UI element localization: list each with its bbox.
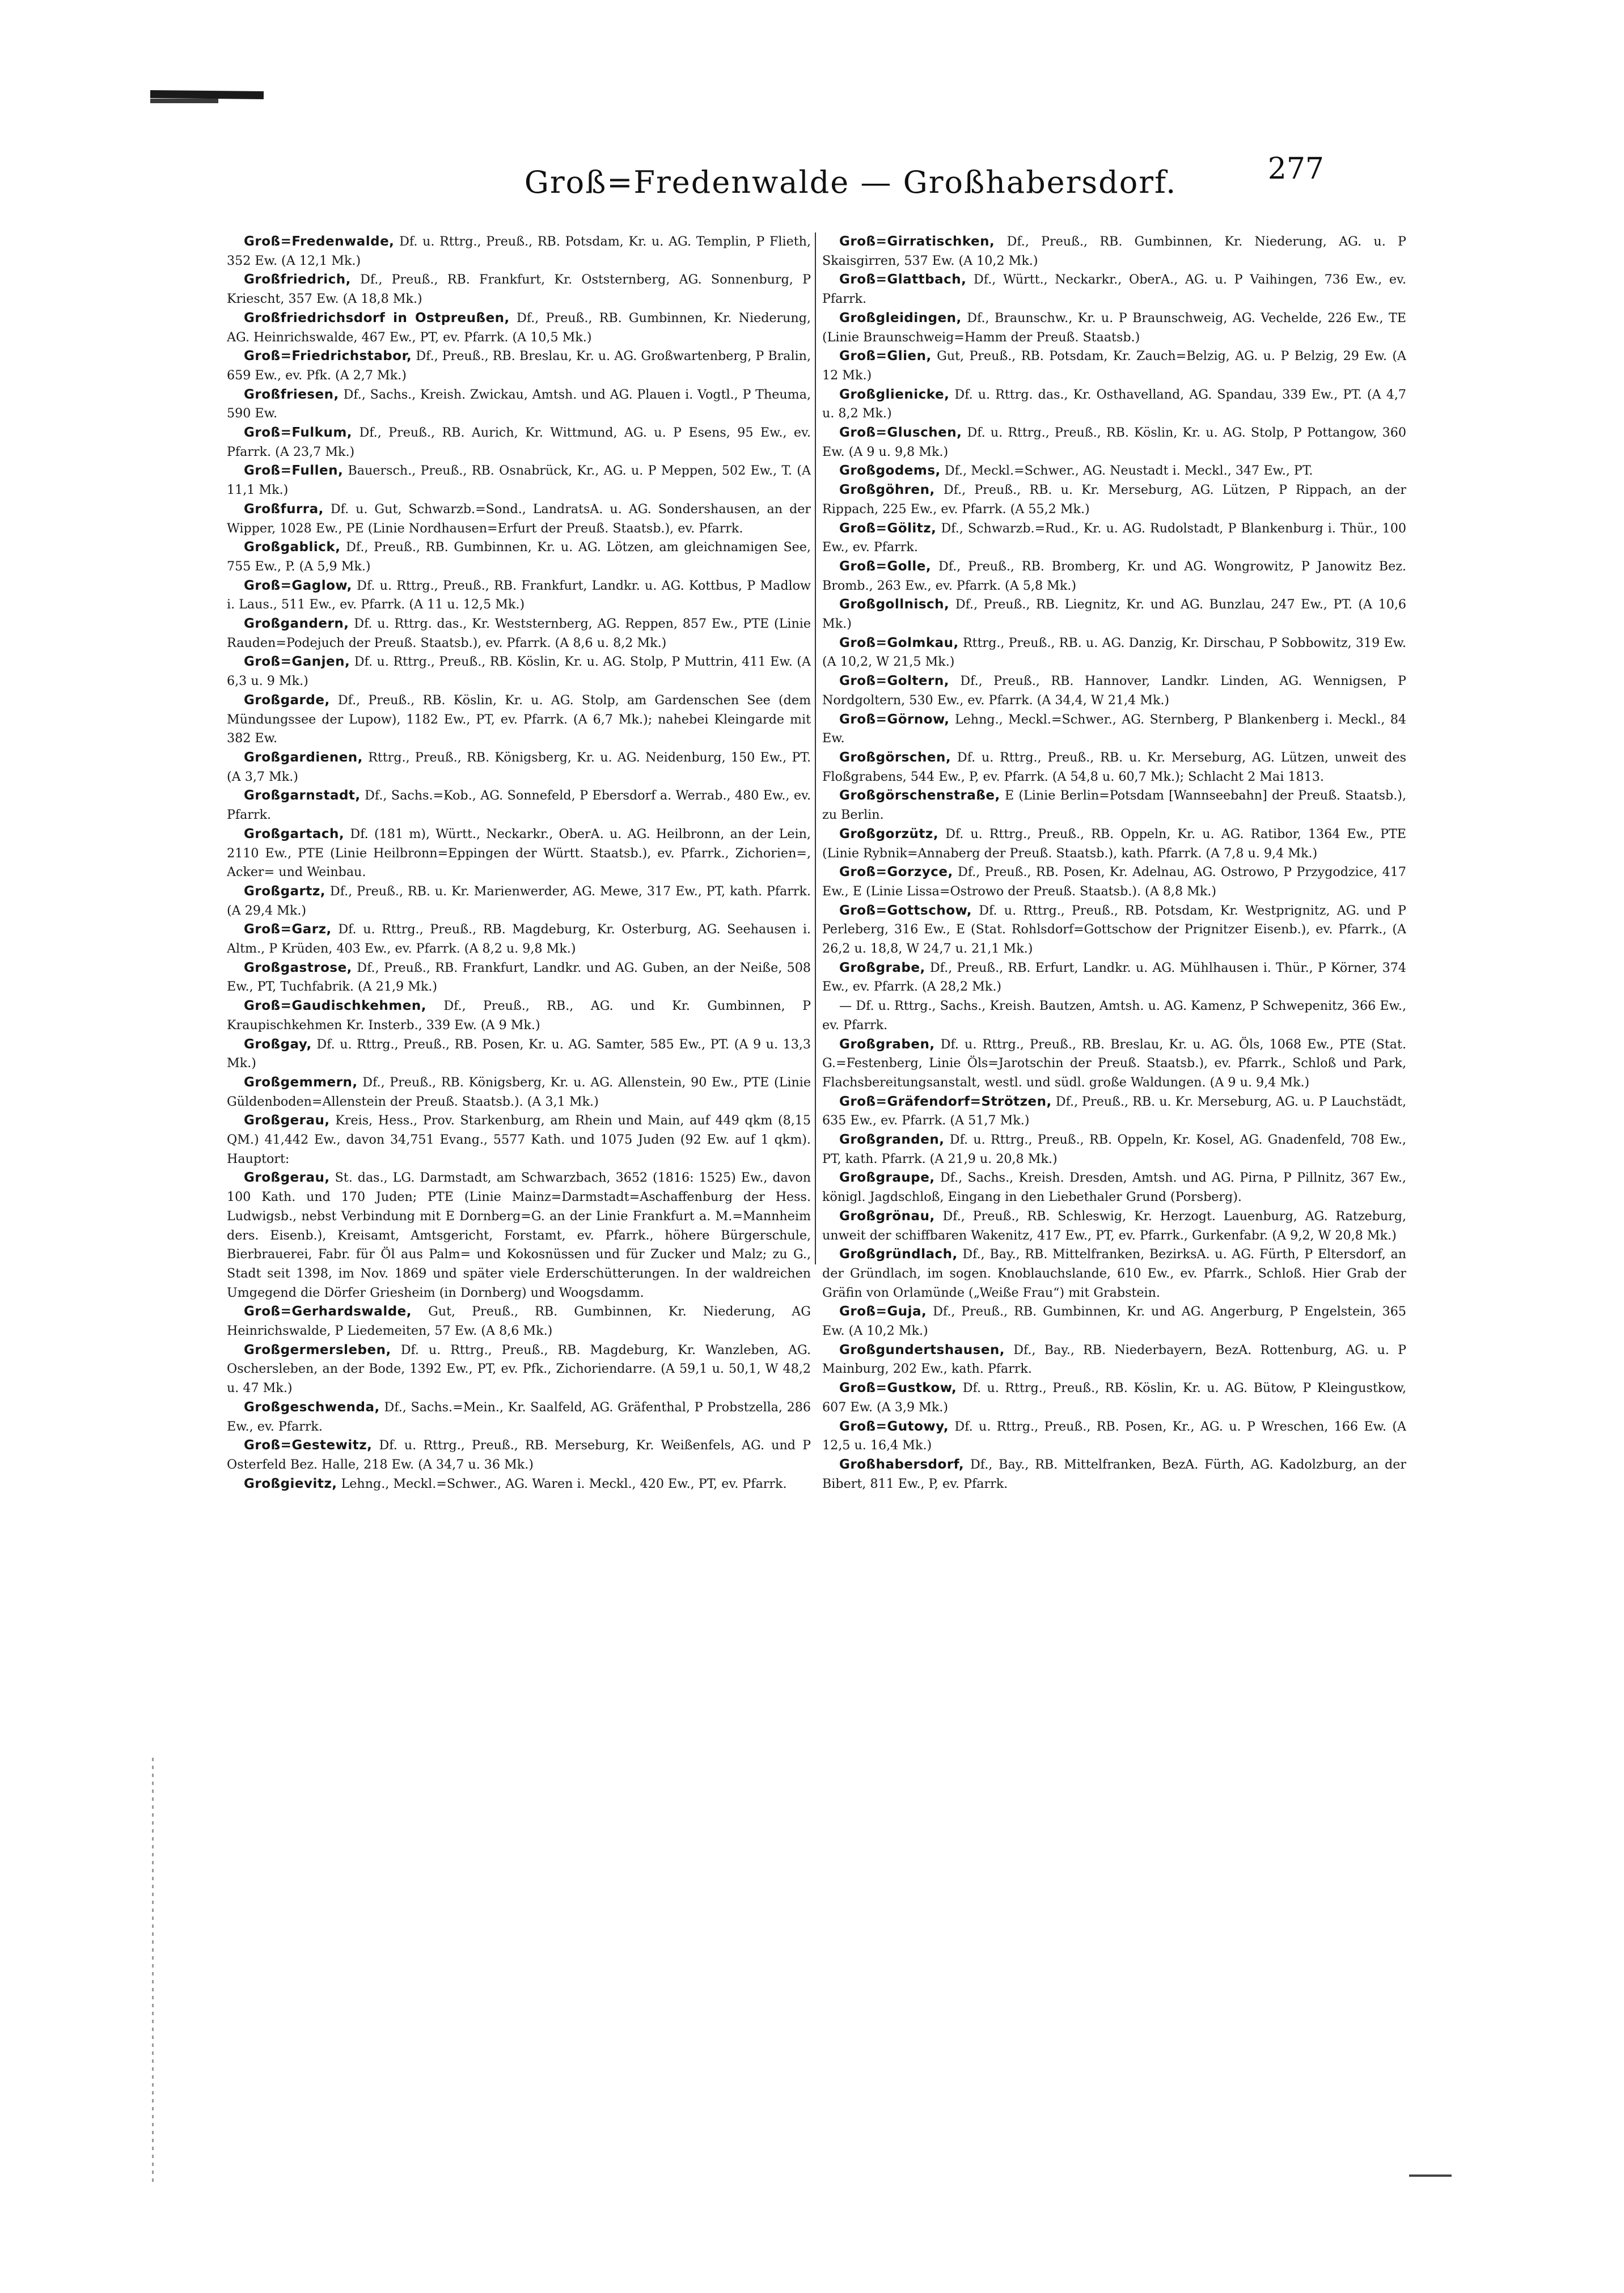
entry-text: Rttrg., Preuß., RB. Königsberg, Kr. u. AG. Neidenburg, 150 Ew., PT. (A 3,7 Mk.) — [227, 750, 811, 784]
gazetteer-entry — [227, 882, 811, 920]
scan-artifact-bar-lower — [150, 99, 218, 103]
entry-headword: Großgrabe, — [839, 960, 925, 975]
gazetteer-entry — [822, 232, 1406, 270]
gazetteer-entry — [227, 1475, 811, 1494]
entry-text: Df., Preuß., RB. Erfurt, Landkr. u. AG. Mühlhausen i. Thür., P Körner, 374 Ew., ev. Pfarrk. (A 28,2 Mk.) — [822, 960, 1406, 995]
right-column — [822, 232, 1406, 2177]
entry-text: Df., Preuß., RB. Köslin, Kr. u. AG. Stolp, am Gardenschen See (dem Mündungssee der Lupow), 1182 Ew., PT, ev. Pfarrk. (A 6,7 Mk.); nahebei Kleingarde mit 382 Ew. — [227, 692, 811, 746]
gazetteer-entry — [822, 462, 1406, 481]
entry-headword: Großgundertshausen, — [839, 1342, 1005, 1357]
entry-text: Df., Preuß., RB. Liegnitz, Kr. und AG. Bunzlau, 247 Ew., PT. (A 10,6 Mk.) — [822, 597, 1406, 632]
entry-headword: Großhabersdorf, — [839, 1457, 965, 1472]
entry-headword: Groß=Friedrichstabor, — [244, 349, 412, 364]
entry-text: Df., Württ., Neckarkr., OberA., AG. u. P Vaihingen, 736 Ew., ev. Pfarrk. — [822, 272, 1406, 307]
left-column — [227, 232, 811, 2177]
entry-headword: Groß=Gustkow, — [839, 1381, 957, 1396]
entry-headword: Großgorzütz, — [839, 826, 939, 841]
gazetteer-entry — [822, 1093, 1406, 1131]
gazetteer-entry — [822, 1131, 1406, 1169]
gazetteer-entry — [822, 557, 1406, 595]
entry-headword: Großfriedrichsdorf in Ostpreußen, — [244, 310, 510, 325]
gazetteer-entry — [227, 691, 811, 748]
entry-headword: Großgerau, — [244, 1113, 330, 1128]
gazetteer-entry — [822, 309, 1406, 347]
entry-text: Rttrg., Preuß., RB. u. AG. Danzig, Kr. Dirschau, P Sobbowitz, 319 Ew. (A 10,2, W 21,5 Mk.) — [822, 635, 1406, 670]
entry-text: Df., Preuß., RB. Bromberg, Kr. und AG. Wongrowitz, P Janowitz Bez. Bromb., 263 Ew., ev. Pfarrk. (A 5,8 Mk.) — [822, 559, 1406, 593]
entry-text: Df., Preuß., RB. Breslau, Kr. u. AG. Großwartenberg, P Bralin, 659 Ew., ev. Pfk. (A 2,7 Mk.) — [227, 349, 811, 383]
running-head: Groß=Fredenwalde — Großhabersdorf. — [524, 164, 1177, 200]
entry-text: Df., Bay., RB. Mittelfranken, BezirksA. u. AG. Fürth, P Eltersdorf, an der Gründlach, im sogen. Knoblauchslande, 610 Ew., ev. Pfarrk., Schloß. Hier Grab der Gräfin von Orlamünde („Weiße Frau“) mit Grabstein. — [822, 1247, 1406, 1300]
entry-headword: Groß=Fulkum, — [244, 425, 353, 441]
entry-text: Lehng., Meckl.=Schwer., AG. Waren i. Meckl., 420 Ew., PT, ev. Pfarrk. — [337, 1476, 787, 1491]
entry-headword: Groß=Golle, — [839, 559, 932, 574]
entry-headword: Großgartach, — [244, 826, 345, 841]
entry-text: Df., Preuß., RB. Aurich, Kr. Wittmund, AG. u. P Esens, 95 Ew., ev. Pfarrk. (A 23,7 Mk.) — [227, 425, 811, 459]
entry-headword: Groß=Glien, — [839, 349, 932, 364]
entry-text: Df., Preuß., RB. Schleswig, Kr. Herzogt. Lauenburg, AG. Ratzeburg, unweit der schiffbaren Wakenitz, 417 Ew., PT, ev. Pfarrk., Gurkenfabr. (A 9,2, W 20,8 Mk.) — [822, 1208, 1406, 1243]
entry-text: Df., Preuß., RB. Frankfurt, Landkr. und AG. Guben, an der Neiße, 508 Ew., PT, Tuchfabrik. (A 21,9 Mk.) — [227, 960, 811, 995]
entry-text: Df., Preuß., RB. Gumbinnen, Kr. u. AG. Lötzen, am gleichnamigen See, 755 Ew., P. (A 5,9 Mk.) — [227, 540, 811, 574]
entry-headword: Großgörschen, — [839, 750, 951, 765]
entry-text: Df. u. Rttrg., Preuß., RB. Magdeburg, Kr. Osterburg, AG. Seehausen i. Altm., P Krüden, 403 Ew., ev. Pfarrk. (A 8,2 u. 9,8 Mk.) — [227, 922, 811, 957]
entry-headword: Großgleidingen, — [839, 310, 962, 325]
entry-headword: Groß=Golmkau, — [839, 635, 959, 650]
entry-headword: Groß=Gaglow, — [244, 578, 352, 593]
entry-text: Df., Preuß., RB. Hannover, Landkr. Linden, AG. Wennigsen, P Nordgoltern, 530 Ew., ev. Pfarrk. (A 34,4, W 21,4 Mk.) — [822, 674, 1406, 708]
gazetteer-entry — [227, 920, 811, 958]
gazetteer-entry — [822, 825, 1406, 863]
entry-text: E (Linie Berlin=Potsdam [Wannseebahn] der Preuß. Staatsb.), zu Berlin. — [822, 788, 1406, 823]
entry-text: Gut, Preuß., RB. Gumbinnen, Kr. Niederung, AG Heinrichswalde, P Liedemeiten, 57 Ew. (A 8,6 Mk.) — [227, 1304, 811, 1339]
entry-headword: Groß=Gottschow, — [839, 903, 972, 918]
entry-headword: Groß=Görnow, — [839, 712, 950, 727]
gazetteer-entry — [822, 1302, 1406, 1340]
entry-text: Df., Preuß., RB. Gumbinnen, Kr. Niederung, AG. Heinrichswalde, 467 Ew., PT, ev. Pfarrk. (A 10,5 Mk.) — [227, 310, 811, 345]
entry-text: Df., Preuß., RB. Gumbinnen, Kr. Niederung, AG. u. P Skaisgirren, 537 Ew. (A 10,2 Mk.) — [822, 234, 1406, 268]
entry-headword: Groß=Glattbach, — [839, 272, 967, 287]
scan-artifact-bar — [150, 90, 264, 99]
entry-text: Df., Sachs.=Mein., Kr. Saalfeld, AG. Gräfenthal, P Probstzella, 286 Ew., ev. Pfarrk. — [227, 1399, 811, 1434]
entry-text: Gut, Preuß., RB. Potsdam, Kr. Zauch=Belzig, AG. u. P Belzig, 29 Ew. (A 12 Mk.) — [822, 349, 1406, 383]
gazetteer-entry — [822, 347, 1406, 385]
entry-headword: Großgardienen, — [244, 750, 363, 765]
entry-text: Df. u. Rttrg. das., Kr. Osthavelland, AG. Spandau, 339 Ew., PT. (A 4,7 u. 8,2 Mk.) — [822, 387, 1406, 421]
gazetteer-entry — [822, 270, 1406, 308]
entry-text: Df. u. Rttrg., Preuß., RB. u. Kr. Merseburg, AG. Lützen, unweit des Floßgrabens, 544 Ew., P, ev. Pfarrk. (A 54,8 u. 60,7 Mk.); Schlacht 2 Mai 1813. — [822, 750, 1406, 784]
entry-headword: Groß=Fredenwalde, — [244, 234, 395, 249]
gazetteer-entry — [227, 653, 811, 691]
gazetteer-entry — [227, 309, 811, 347]
entry-text: Lehng., Meckl.=Schwer., AG. Sternberg, P Blankenberg i. Meckl., 84 Ew. — [822, 712, 1406, 746]
entry-headword: Großgranden, — [839, 1132, 945, 1148]
gazetteer-entry — [227, 997, 811, 1035]
entry-text: Df. u. Rttrg., Preuß., RB. Köslin, Kr. u. AG. Stolp, P Muttrin, 411 Ew. (A 6,3 u. 9 Mk.) — [227, 654, 811, 689]
gazetteer-entry — [822, 1456, 1406, 1494]
entry-text: Df., Preuß., RB. u. Kr. Merseburg, AG. Lützen, P Rippach, an der Rippach, 225 Ew., ev. Pfarrk. (A 55,2 Mk.) — [822, 483, 1406, 517]
gazetteer-entry — [227, 748, 811, 786]
gazetteer-entry — [227, 1341, 811, 1398]
gazetteer-entry — [822, 424, 1406, 462]
entry-text: Df., Preuß., RB. Gumbinnen, Kr. und AG. Angerburg, P Engelstein, 365 Ew. (A 10,2 Mk.) — [822, 1304, 1406, 1339]
gazetteer-entry — [227, 1398, 811, 1436]
entry-text: Df., Bay., RB. Mittelfranken, BezA. Fürth, AG. Kadolzburg, an der Bibert, 811 Ew., P, ev. Pfarrk. — [822, 1457, 1406, 1491]
gazetteer-entry — [822, 1035, 1406, 1093]
gazetteer-entry — [822, 634, 1406, 672]
gazetteer-entry — [822, 481, 1406, 519]
entry-text: Df. u. Rttrg., Preuß., RB. Merseburg, Kr. Weißenfels, AG. und P Osterfeld Bez. Halle, 218 Ew. (A 34,7 u. 36 Mk.) — [227, 1438, 811, 1472]
gazetteer-entry — [822, 863, 1406, 901]
entry-text: Df. u. Rttrg., Preuß., RB. Frankfurt, Landkr. u. AG. Kottbus, P Madlow i. Laus., 511 Ew., ev. Pfarrk. (A 11 u. 12,5 Mk.) — [227, 578, 811, 612]
entry-headword: Großfriesen, — [244, 387, 339, 402]
entry-text: Bauersch., Preuß., RB. Osnabrück, Kr., AG. u. P Meppen, 502 Ew., T. (A 11,1 Mk.) — [227, 463, 811, 498]
gazetteer-entry — [227, 1302, 811, 1340]
entry-headword: Groß=Guja, — [839, 1304, 927, 1319]
gazetteer-entry — [822, 1379, 1406, 1417]
entry-headword: Groß=Ganjen, — [244, 654, 350, 670]
entry-headword: Großgeschwenda, — [244, 1399, 380, 1415]
entry-text: Df. u. Rttrg., Preuß., RB. Potsdam, Kr. Westprignitz, AG. und P Perleberg, 316 Ew., E (Stat. Rohlsdorf=Gottschow der Prignitzer Eisenb.), ev. Pfarrk., (A 26,2 u. 18,8, W 24,7 u. 21,1 Mk.) — [822, 903, 1406, 957]
entry-headword: Großfriedrich, — [244, 272, 351, 287]
entry-text: Df. u. Rttrg., Preuß., RB. Magdeburg, Kr. Wanzleben, AG. Oschersleben, an der Bode, 1392 Ew., PT, ev. Pfk., Zichoriendarre. (A 59,1 u. 50,1, W 48,2 u. 47 Mk.) — [227, 1342, 811, 1396]
scan-edge-artifact — [152, 1758, 154, 2183]
entry-text: Df., Preuß., RB. u. Kr. Merseburg, AG. u. P Lauchstädt, 635 Ew., ev. Pfarrk. (A 51,7 Mk.) — [822, 1094, 1406, 1128]
gazetteer-entry — [227, 615, 811, 653]
gazetteer-entry — [227, 577, 811, 615]
entry-headword: Großgay, — [244, 1036, 312, 1052]
gazetteer-entry — [227, 386, 811, 424]
entry-text: Df., Sachs.=Kob., AG. Sonnefeld, P Ebersdorf a. Werrab., 480 Ew., ev. Pfarrk. — [227, 788, 811, 823]
entry-headword: Großgerau, — [244, 1170, 330, 1186]
gazetteer-entry — [227, 538, 811, 576]
entry-headword: Groß=Garz, — [244, 922, 332, 937]
entry-headword: Großgarnstadt, — [244, 788, 361, 803]
gazetteer-entry — [822, 519, 1406, 557]
entry-headword: Groß=Gaudischkehmen, — [244, 999, 426, 1014]
entry-headword: Groß=Gestewitz, — [244, 1438, 373, 1453]
entry-text: Df., Preuß., RB. Königsberg, Kr. u. AG. Allenstein, 90 Ew., PTE (Linie Güldenboden=Allenstein der Preuß. Staatsb.). (A 3,1 Mk.) — [227, 1074, 811, 1109]
entry-text: Df. u. Rttrg., Preuß., RB. Posen, Kr. u. AG. Samter, 585 Ew., PT. (A 9 u. 13,3 Mk.) — [227, 1036, 811, 1071]
entry-headword: Groß=Gutowy, — [839, 1419, 949, 1434]
entry-headword: Großgievitz, — [244, 1476, 337, 1491]
entry-headword: Groß=Goltern, — [839, 674, 949, 689]
gazetteer-entry — [822, 1341, 1406, 1379]
entry-text: Df. u. Rttrg., Preuß., RB. Köslin, Kr. u. AG. Stolp, P Pottangow, 360 Ew. (A 9 u. 9,8 Mk.) — [822, 425, 1406, 459]
entry-text: Df., Preuß., RB., AG. und Kr. Gumbinnen, P Kraupischkehmen Kr. Insterb., 339 Ew. (A 9 Mk.) — [227, 999, 811, 1033]
gazetteer-entry — [822, 902, 1406, 959]
entry-text: St. das., LG. Darmstadt, am Schwarzbach, 3652 (1816: 1525) Ew., davon 100 Kath. und 170 Juden; PTE (Linie Mainz=Darmstadt=Aschaffenburg der Hess. Ludwigsb., nebst Verbindung mit E Dornberg=G. an der Linie Frankfurt a. M.=Mannheim ders. Eisenb.), Kreisamt, Amtsgericht, Forstamt, ev. Pfarrk., höhere Bürgerschule, Bierbrauerei, Fabr. für Öl aus Palm= und Kokosnüssen und für Zucker und Malz; zu G., Stadt seit 1398, im Nov. 1869 und später viele Erderschütterungen. In der waldreichen Umgegend die Dörfer Griesheim (in Dornberg) und Woogsdamm. — [227, 1170, 811, 1300]
entry-headword: Großgastrose, — [244, 960, 352, 975]
entry-headword: Großfurra, — [244, 501, 324, 517]
entry-text: Df. u. Rttrg., Preuß., RB. Breslau, Kr. u. AG. Öls, 1068 Ew., PTE (Stat. G.=Festenberg, Linie Öls=Jarotschin der Preuß. Staatsb.), ev. Pfarrk., Schloß und Park, Flachsbereitungsanstalt, westl. und südl. große Waldungen. (A 9 u. 9,4 Mk.) — [822, 1036, 1406, 1090]
gazetteer-entry — [822, 1169, 1406, 1207]
entry-text: Df., Preuß., RB. Frankfurt, Kr. Oststernberg, AG. Sonnenburg, P Kriescht, 357 Ew. (A 18,8 Mk.) — [227, 272, 811, 307]
entry-text: Df., Braunschw., Kr. u. P Braunschweig, AG. Vechelde, 226 Ew., TE (Linie Braunschweig=Hamm der Preuß. Staatsb.) — [822, 310, 1406, 345]
entry-headword: Groß=Gölitz, — [839, 521, 937, 536]
gazetteer-entry — [227, 462, 811, 500]
entry-headword: Großgründlach, — [839, 1247, 958, 1262]
scan-footer-mark — [1409, 2174, 1452, 2177]
gazetteer-entry — [822, 959, 1406, 997]
gazetteer-entry — [227, 825, 811, 882]
entry-headword: Großgraupe, — [839, 1170, 935, 1186]
entry-text: — Df. u. Rttrg., Sachs., Kreish. Bautzen, Amtsh. u. AG. Kamenz, P Schwepenitz, 366 Ew., ev. Pfarrk. — [822, 999, 1406, 1033]
gazetteer-entry — [822, 1245, 1406, 1302]
entry-headword: Großglienicke, — [839, 387, 950, 402]
gazetteer-entry — [227, 786, 811, 824]
entry-headword: Großgöhren, — [839, 483, 935, 498]
entry-headword: Großgraben, — [839, 1036, 935, 1052]
gazetteer-entry — [822, 748, 1406, 786]
column-divider — [815, 232, 816, 1264]
entry-headword: Großgermersleben, — [244, 1342, 391, 1357]
gazetteer-entry — [227, 1169, 811, 1302]
gazetteer-entry — [227, 347, 811, 385]
entry-text: Df. u. Rttrg. das., Kr. Weststernberg, AG. Reppen, 857 Ew., PTE (Linie Rauden=Podejuch der Preuß. Staatsb.), ev. Pfarrk. (A 8,6 u. 8,2 Mk.) — [227, 616, 811, 650]
gazetteer-entry — [227, 1436, 811, 1474]
entry-headword: Groß=Gerhardswalde, — [244, 1304, 412, 1319]
entry-text: Df. u. Rttrg., Preuß., RB. Köslin, Kr. u. AG. Bütow, P Kleingustkow, 607 Ew. (A 3,9 Mk.) — [822, 1381, 1406, 1415]
entry-text: Df. u. Gut, Schwarzb.=Sond., LandratsA. u. AG. Sondershausen, an der Wipper, 1028 Ew., PE (Linie Nordhausen=Erfurt der Preuß. Staatsb.), ev. Pfarrk. — [227, 501, 811, 536]
entry-headword: Großgörschenstraße, — [839, 788, 1000, 803]
entry-text: Df. u. Rttrg., Preuß., RB. Posen, Kr., AG. u. P Wreschen, 166 Ew. (A 12,5 u. 16,4 Mk.) — [822, 1419, 1406, 1453]
entry-text: Df., Bay., RB. Niederbayern, BezA. Rottenburg, AG. u. P Mainburg, 202 Ew., kath. Pfarrk. — [822, 1342, 1406, 1377]
entry-headword: Groß=Gräfendorf=Strötzen, — [839, 1094, 1052, 1109]
gazetteer-entry — [822, 997, 1406, 1035]
entry-headword: Großgollnisch, — [839, 597, 950, 612]
entry-text: Df., Preuß., RB. Posen, Kr. Adelnau, AG. Ostrowo, P Przygodzice, 417 Ew., E (Linie Lissa=Ostrowo der Preuß. Staatsb.). (A 8,8 Mk.) — [822, 865, 1406, 899]
gazetteer-entry — [227, 959, 811, 997]
entry-text: Df., Meckl.=Schwer., AG. Neustadt i. Meckl., 347 Ew., PT. — [940, 463, 1313, 479]
entry-text: Df. (181 m), Württ., Neckarkr., OberA. u. AG. Heilbronn, an der Lein, 2110 Ew., PTE (Linie Heilbronn=Eppingen der Württ. Staatsb.), ev. Pfarrk., Zichorien=, Acker= und Weinbau. — [227, 826, 811, 880]
entry-headword: Großgemmern, — [244, 1074, 358, 1090]
entry-text: Df. u. Rttrg., Preuß., RB. Potsdam, Kr. u. AG. Templin, P Flieth, 352 Ew. (A 12,1 Mk.) — [227, 234, 811, 268]
entry-headword: Großgandern, — [244, 616, 349, 632]
entry-text: Df. u. Rttrg., Preuß., RB. Oppeln, Kr. u. AG. Ratibor, 1364 Ew., PTE (Linie Rybnik=Annaberg der Preuß. Staatsb.), kath. Pfarrk. (A 7,8 u. 9,4 Mk.) — [822, 826, 1406, 861]
entry-headword: Großgartz, — [244, 883, 326, 899]
entry-text: Df., Sachs., Kreish. Zwickau, Amtsh. und AG. Plauen i. Vogtl., P Theuma, 590 Ew. — [227, 387, 811, 421]
entry-headword: Groß=Gorzyce, — [839, 865, 953, 880]
entry-headword: Großgodems, — [839, 463, 941, 479]
gazetteer-entry — [822, 786, 1406, 824]
entry-text: Kreis, Hess., Prov. Starkenburg, am Rhein und Main, auf 449 qkm (8,15 QM.) 41,442 Ew., davon 34,751 Evang., 5577 Kath. und 1075 Juden (92 Ew. auf 1 qkm). Hauptort: — [227, 1113, 811, 1166]
gazetteer-entry — [227, 270, 811, 308]
gazetteer-entry — [227, 1111, 811, 1169]
entry-headword: Groß=Fullen, — [244, 463, 344, 479]
entry-text: Df. u. Rttrg., Preuß., RB. Oppeln, Kr. Kosel, AG. Gnadenfeld, 708 Ew., PT, kath. Pfarrk. (A 21,9 u. 20,8 Mk.) — [822, 1132, 1406, 1166]
gazetteer-entry — [822, 386, 1406, 424]
gazetteer-entry — [227, 232, 811, 270]
gazetteer-entry — [822, 1418, 1406, 1456]
entry-headword: Großgablick, — [244, 540, 341, 555]
gazetteer-entry — [227, 1035, 811, 1073]
gazetteer-entry — [822, 710, 1406, 748]
entry-text: Df., Sachs., Kreish. Dresden, Amtsh. und AG. Pirna, P Pillnitz, 367 Ew., königl. Jagdschloß, Eingang in den Liebethaler Grund (Porsberg). — [822, 1170, 1406, 1205]
gazetteer-entry — [227, 1073, 811, 1111]
gazetteer-entry — [822, 672, 1406, 710]
gazetteer-entry — [822, 1207, 1406, 1245]
entry-headword: Großgrönau, — [839, 1208, 935, 1224]
gazetteer-entry — [822, 595, 1406, 633]
page-number: 277 — [1267, 152, 1324, 186]
gazetteer-entry — [227, 424, 811, 462]
gazetteer-entry — [227, 500, 811, 538]
entry-text: Df., Preuß., RB. u. Kr. Marienwerder, AG. Mewe, 317 Ew., PT, kath. Pfarrk. (A 29,4 Mk.) — [227, 883, 811, 918]
entry-headword: Großgarde, — [244, 692, 330, 708]
entry-headword: Groß=Girratischken, — [839, 234, 995, 249]
entry-headword: Groß=Gluschen, — [839, 425, 962, 441]
entry-text: Df., Schwarzb.=Rud., Kr. u. AG. Rudolstadt, P Blankenburg i. Thür., 100 Ew., ev. Pfarrk. — [822, 521, 1406, 555]
